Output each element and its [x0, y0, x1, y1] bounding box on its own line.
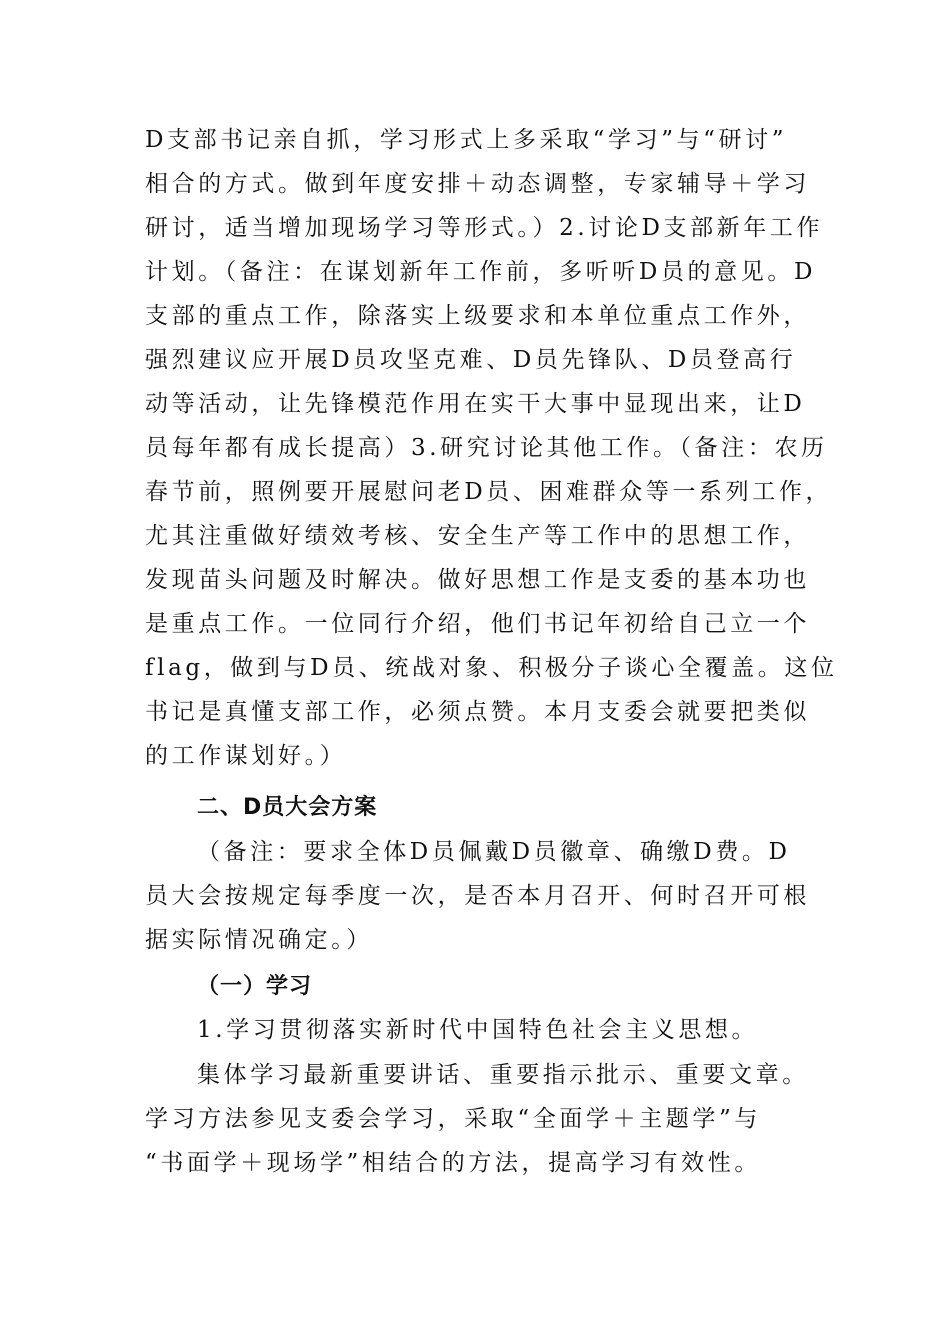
section-heading: 二、D员大会方案	[197, 795, 378, 820]
body-text-line: 1.学习贯彻落实新时代中国特色社会主义思想。	[197, 1017, 759, 1043]
body-text-line: flag，做到与D员、统战对象、积极分子谈心全覆盖。这位	[145, 655, 838, 681]
body-text-line: 研讨，适当增加现场学习等形式。）2.讨论D支部新年工作	[145, 215, 824, 241]
body-text-line: 是重点工作。一位同行介绍，他们书记年初给自己立一个	[145, 611, 810, 637]
body-text-line: 员每年都有成长提高）3.研究讨论其他工作。（备注：农历	[145, 435, 828, 461]
body-text-line: 学习方法参见支委会学习，采取“全面学＋主题学”与	[145, 1106, 761, 1132]
body-text-line: 动等活动，让先锋模范作用在实干大事中显现出来，让D	[145, 391, 806, 417]
body-text-line: 支部的重点工作，除落实上级要求和本单位重点工作外，	[145, 303, 810, 329]
body-text-line: 春节前，照例要开展慰问老D员、困难群众等一系列工作，	[145, 479, 833, 505]
body-text-line: 尤其注重做好绩效考核、安全生产等工作中的思想工作，	[145, 523, 810, 549]
body-text-line: 据实际情况确定。）	[145, 927, 373, 953]
body-text-line: （备注：要求全体D员佩戴D员徽章、确缴D费。D	[197, 839, 791, 865]
body-text-line: 集体学习最新重要讲话、重要指示批示、重要文章。	[197, 1062, 809, 1088]
body-text-line: D支部书记亲自抓，学习形式上多采取“学习”与“研讨”	[145, 127, 788, 153]
subsection-heading: （一）学习	[197, 974, 313, 999]
body-text-line: 发现苗头问题及时解决。做好思想工作是支委的基本功也	[145, 567, 810, 593]
body-text-line: 强烈建议应开展D员攻坚克难、D员先锋队、D员登高行	[145, 347, 797, 373]
body-text-line: 相合的方式。做到年度安排＋动态调整，专家辅导＋学习	[145, 171, 810, 197]
body-text-line: 计划。（备注：在谋划新年工作前，多听听D员的意见。D	[145, 259, 816, 285]
body-text-line: 的工作谋划好。）	[145, 743, 347, 769]
body-text-line: 员大会按规定每季度一次，是否本月召开、何时召开可根	[145, 883, 810, 909]
body-text-line: 书记是真懂支部工作，必须点赞。本月支委会就要把类似	[145, 699, 810, 725]
body-text-line: “书面学＋现场学”相结合的方法，提高学习有效性。	[145, 1150, 761, 1176]
